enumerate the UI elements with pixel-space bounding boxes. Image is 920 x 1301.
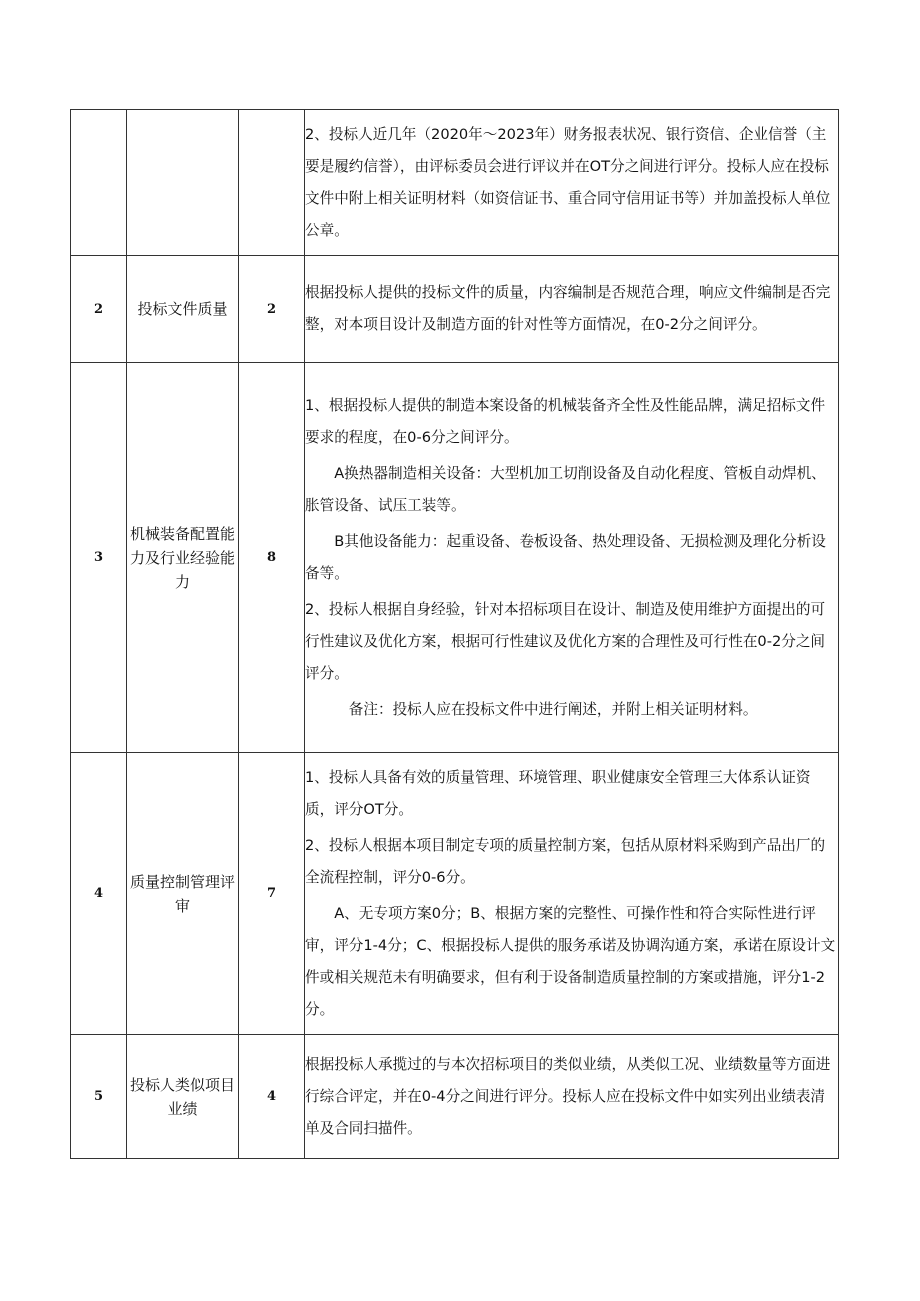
- score-cell: 2: [239, 256, 305, 363]
- criterion-cell: 质量控制管理评审: [127, 753, 239, 1035]
- description-paragraph: 2、投标人近几年（2020年～2023年）财务报表状况、银行资信、企业信誉（主要是履约信誉），由评标委员会进行评议并在OT分之间进行评分。投标人应在投标文件中附上相关证明材料（如资信证书、重合同守信用证书等）并加盖投标人单位公章。: [305, 125, 831, 239]
- description-cell: [305, 256, 839, 363]
- table-row: [71, 110, 839, 256]
- row-number-cell: [71, 110, 127, 256]
- description-paragraph: 根据投标人承揽过的与本次招标项目的类似业绩，从类似工况、业绩数量等方面进行综合评定，并在0-4分之间进行评分。投标人应在投标文件中如实列出业绩表清单及合同扫描件。: [305, 1055, 831, 1137]
- description-cell: [305, 1035, 839, 1159]
- row-number-cell: 5: [71, 1035, 127, 1159]
- table-row: [71, 363, 839, 753]
- criterion-cell: 机械装备配置能力及行业经验能力: [127, 363, 239, 753]
- description-cell: [305, 363, 839, 753]
- table-row: [71, 1035, 839, 1159]
- description-paragraph: 根据投标人提供的投标文件的质量，内容编制是否规范合理，响应文件编制是否完整，对本项目设计及制造方面的针对性等方面情况，在0-2分之间评分。: [305, 284, 831, 333]
- description-cell: [305, 753, 839, 1035]
- description-paragraph: 1、根据投标人提供的制造本案设备的机械装备齐全性及性能品牌，满足招标文件要求的程度，在0-6分之间评分。: [305, 396, 826, 446]
- remark-paragraph: 备注：投标人应在投标文件中进行阐述，并附上相关证明材料。: [348, 700, 758, 718]
- description-paragraph: A、无专项方案0分；B、根据方案的完整性、可操作性和符合实际性进行评审，评分1-4分；C、根据投标人提供的服务承诺及协调沟通方案，承诺在原设计文件或相关规范未有明确要求，但有利于设备制造质量控制的方案或措施，评分1-2分。: [305, 904, 836, 1018]
- description-cell: [305, 110, 839, 256]
- score-cell: [239, 110, 305, 256]
- row-number-cell: 4: [71, 753, 127, 1035]
- row-number-cell: 3: [71, 363, 127, 753]
- description-paragraph: A换热器制造相关设备：大型机加工切削设备及自动化程度、管板自动焊机、胀管设备、试压工装等。: [305, 464, 826, 514]
- criterion-cell: [127, 110, 239, 256]
- criterion-cell: 投标人类似项目业绩: [127, 1035, 239, 1159]
- criterion-cell: 投标文件质量: [127, 256, 239, 363]
- table-row: [71, 753, 839, 1035]
- score-cell: 4: [239, 1035, 305, 1159]
- description-paragraph: 1、投标人具备有效的质量管理、环境管理、职业健康安全管理三大体系认证资质，评分OT分。: [305, 768, 811, 818]
- description-paragraph: B其他设备能力：起重设备、卷板设备、热处理设备、无损检测及理化分析设备等。: [305, 532, 826, 582]
- score-cell: 8: [239, 363, 305, 753]
- row-number-cell: 2: [71, 256, 127, 363]
- description-paragraph: 2、投标人根据本项目制定专项的质量控制方案，包括从原材料采购到产品出厂的全流程控制，评分0-6分。: [305, 836, 826, 886]
- table-row: [71, 256, 839, 363]
- score-cell: 7: [239, 753, 305, 1035]
- description-paragraph: 2、投标人根据自身经验，针对本招标项目在设计、制造及使用维护方面提出的可行性建议及优化方案，根据可行性建议及优化方案的合理性及可行性在0-2分之间评分。: [305, 600, 826, 682]
- scoring-table: [70, 109, 839, 1159]
